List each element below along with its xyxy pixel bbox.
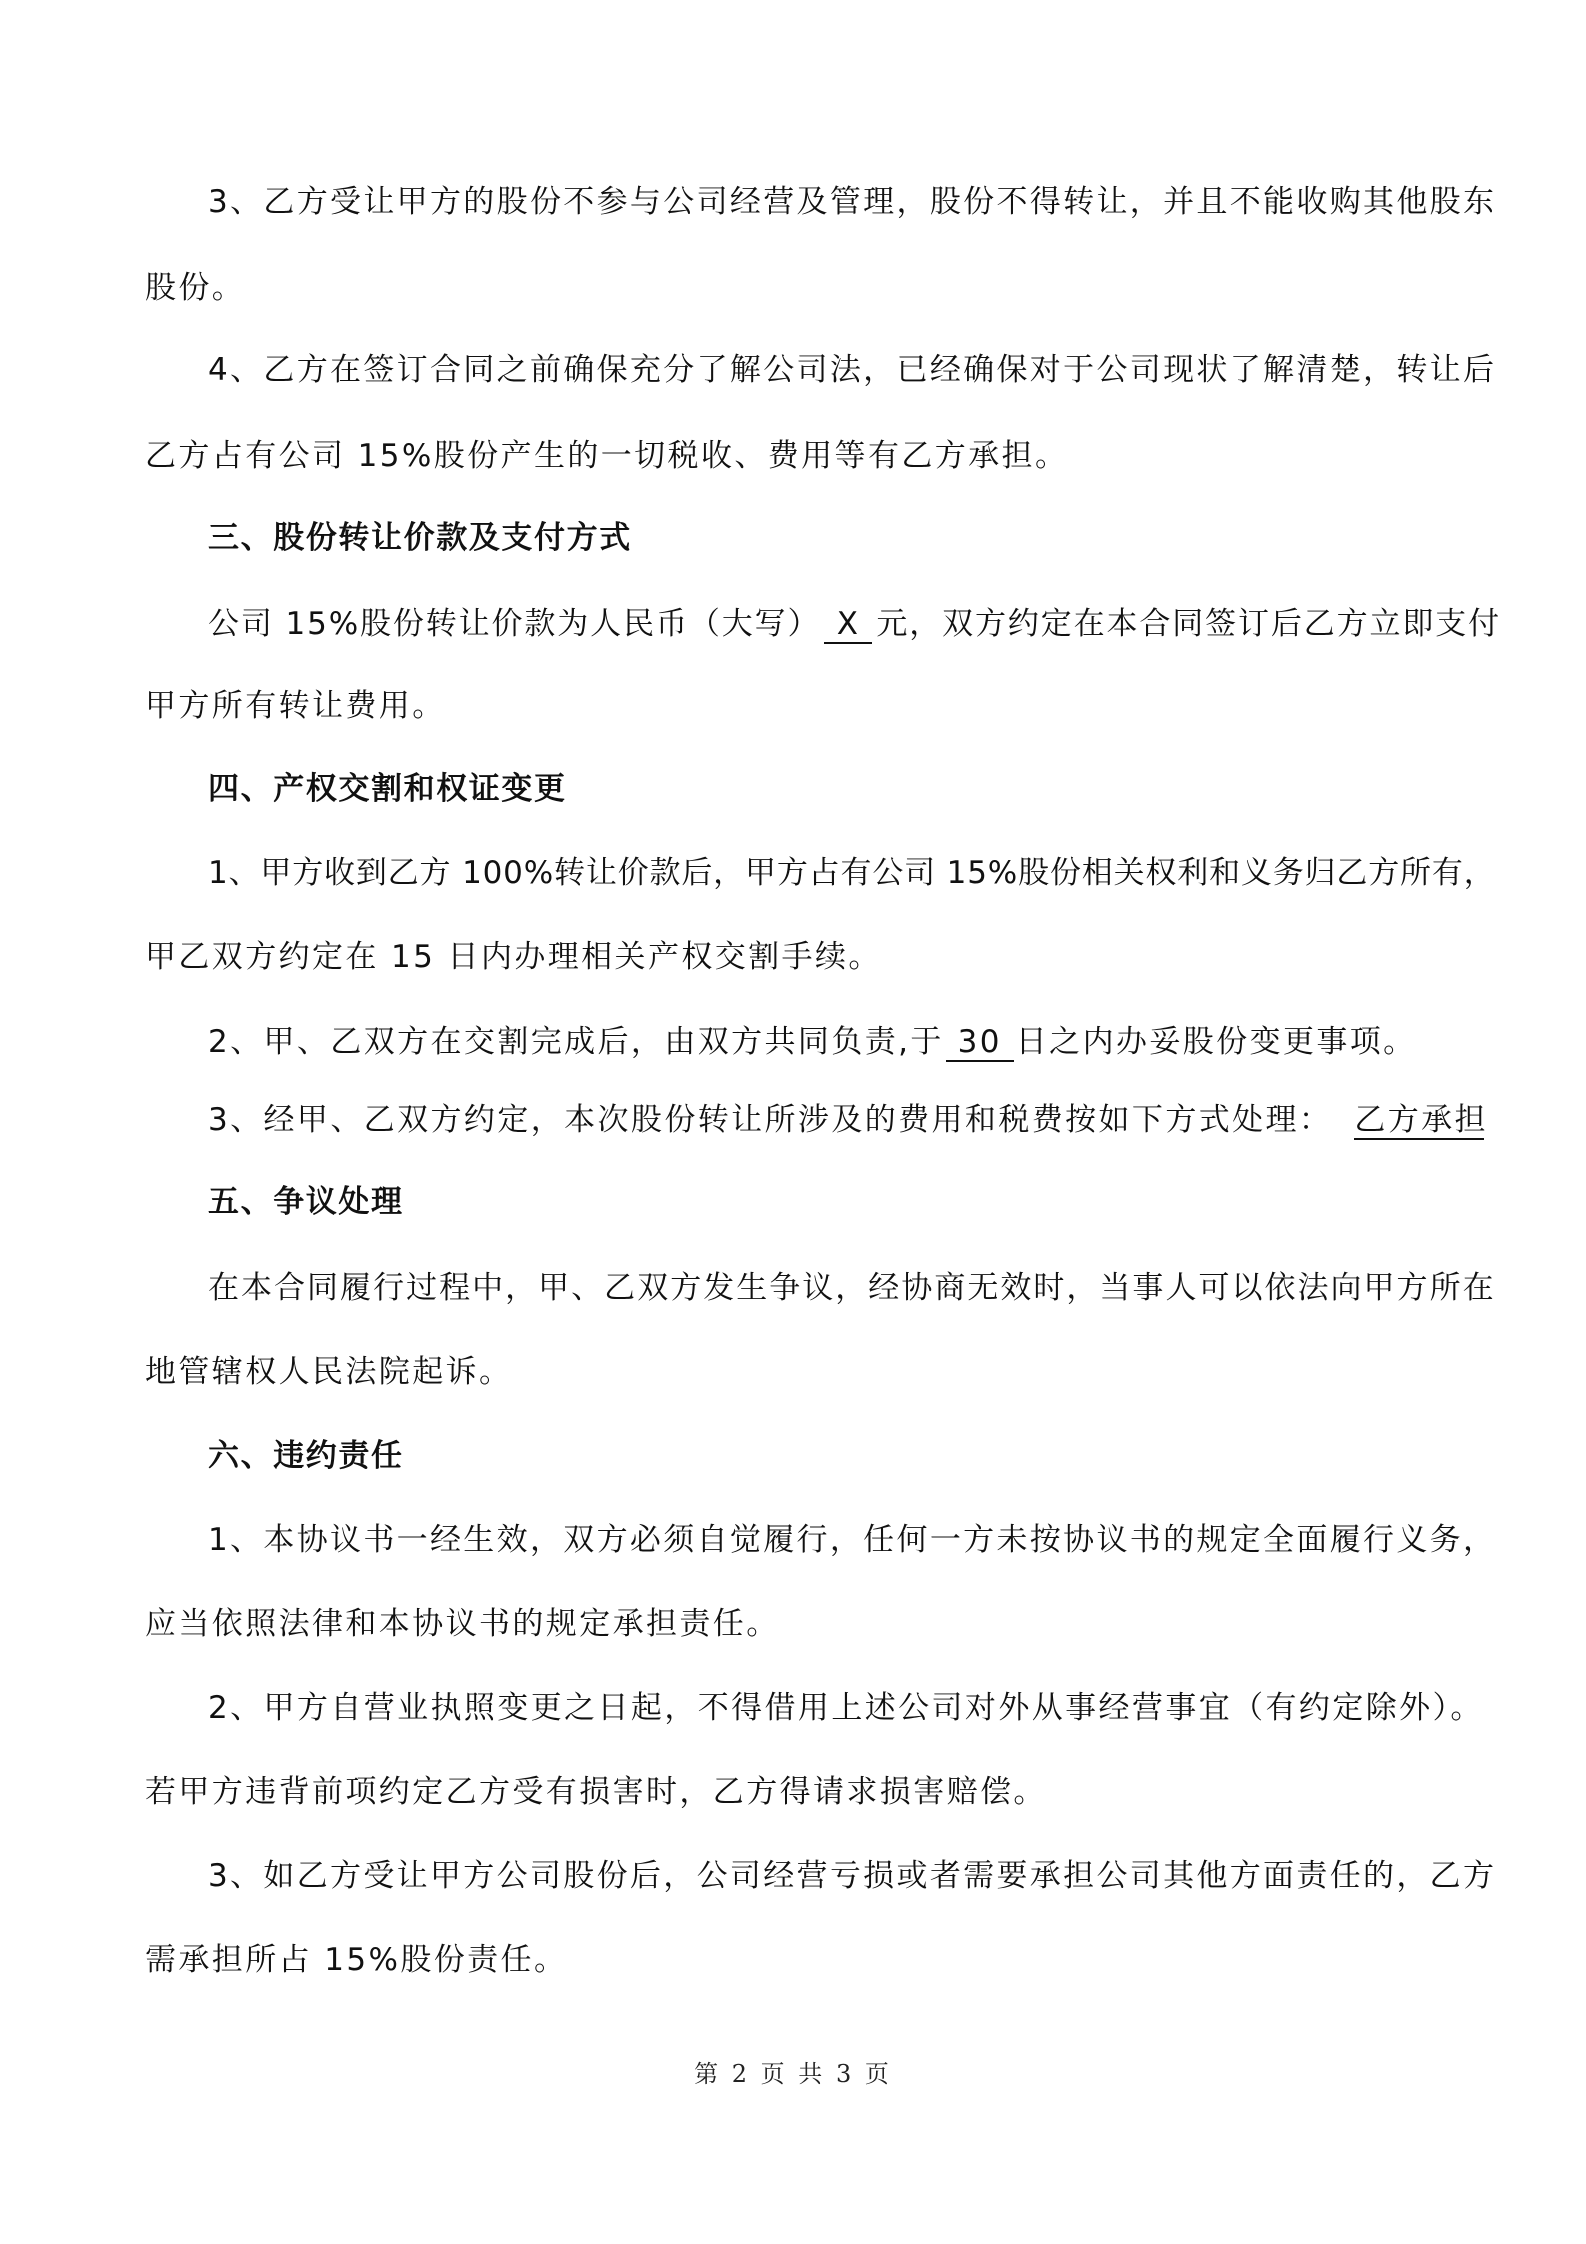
- clause-4-2: [208, 1022, 1417, 1062]
- price-text-after: 元，双方约定在本合同签订后乙方立即支付: [876, 606, 1502, 642]
- clause-3-line-2: 股份。: [145, 270, 246, 306]
- clause-4-line-2: 乙方占有公司 15%股份产生的一切税收、费用等有乙方承担。: [145, 438, 1069, 474]
- section-heading-4: 四、产权交割和权证变更: [208, 771, 567, 807]
- section-heading-3: 三、股份转让价款及支付方式: [208, 520, 632, 556]
- price-line-2: 甲方所有转让费用。: [145, 688, 446, 724]
- section-5-line-2: 地管辖权人民法院起诉。: [145, 1354, 513, 1390]
- price-text-before: 公司 15%股份转让价款为人民币（大写）: [208, 606, 821, 642]
- section-heading-6: 六、违约责任: [208, 1438, 404, 1474]
- clause-6-1-line-1: 1、本协议书一经生效，双方必须自觉履行，任何一方未按协议书的规定全面履行义务，: [208, 1522, 1497, 1558]
- clause-4-2-days-blank: 30: [946, 1024, 1014, 1062]
- clause-4-2-text-after: 日之内办妥股份变更事项。: [1015, 1024, 1417, 1060]
- page-number-footer: 第 2 页 共 3 页: [694, 2060, 892, 2088]
- section-heading-5: 五、争议处理: [208, 1184, 404, 1220]
- clause-6-3-line-2: 需承担所占 15%股份责任。: [145, 1942, 568, 1978]
- clause-3-line-1: 3、乙方受让甲方的股份不参与公司经营及管理，股份不得转让，并且不能收购其他股东: [208, 184, 1497, 220]
- clause-4-3: [208, 1100, 1488, 1140]
- clause-4-line-1: 4、乙方在签订合同之前确保充分了解公司法，已经确保对于公司现状了解清楚，转让后: [208, 352, 1497, 388]
- clause-4-2-text-before: 2、甲、乙双方在交割完成后，由双方共同负责,于: [208, 1024, 944, 1060]
- clause-6-1-line-2: 应当依照法律和本协议书的规定承担责任。: [145, 1606, 780, 1642]
- price-line-1: [208, 604, 1501, 644]
- clause-4-3-text: 3、经甲、乙双方约定，本次股份转让所涉及的费用和税费按如下方式处理：: [208, 1102, 1333, 1138]
- clause-4-1-line-1: 1、甲方收到乙方 100%转让价款后，甲方占有公司 15%股份相关权利和义务归乙方所有，: [208, 855, 1496, 891]
- clause-4-1-line-2: 甲乙双方约定在 15 日内办理相关产权交割手续。: [145, 939, 882, 975]
- price-amount-blank: X: [824, 606, 872, 644]
- clause-6-2-line-1: 2、甲方自营业执照变更之日起，不得借用上述公司对外从事经营事宜（有约定除外）。: [208, 1690, 1484, 1726]
- clause-6-3-line-1: 3、如乙方受让甲方公司股份后，公司经营亏损或者需要承担公司其他方面责任的，乙方: [208, 1858, 1497, 1894]
- section-5-line-1: 在本合同履行过程中，甲、乙双方发生争议，经协商无效时，当事人可以依法向甲方所在: [208, 1270, 1496, 1306]
- clause-4-3-blank: 乙方承担: [1354, 1102, 1488, 1138]
- clause-6-2-line-2: 若甲方违背前项约定乙方受有损害时，乙方得请求损害赔偿。: [145, 1774, 1047, 1810]
